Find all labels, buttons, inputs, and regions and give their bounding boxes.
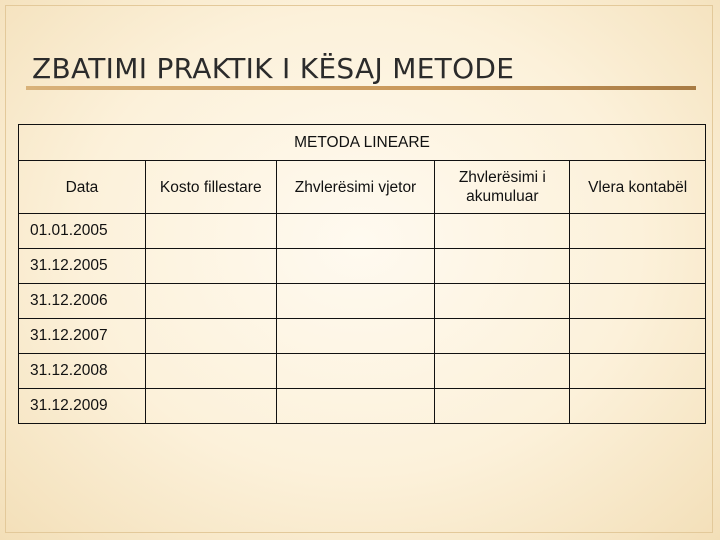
cell-vlera: [570, 389, 706, 424]
header-zhvleresimi-vjetor: Zhvlerësimi vjetor: [276, 161, 435, 214]
depreciation-table: [18, 124, 706, 424]
cell-kosto: [145, 354, 276, 389]
header-zhvleresimi-akumuluar: Zhvlerësimi i akumuluar: [435, 161, 570, 214]
cell-vlera: [570, 249, 706, 284]
cell-akumuluar: [435, 354, 570, 389]
cell-kosto: [145, 389, 276, 424]
cell-vlera: [570, 319, 706, 354]
cell-akumuluar: [435, 319, 570, 354]
cell-kosto: [145, 249, 276, 284]
cell-vjetor: [276, 249, 435, 284]
cell-akumuluar: [435, 214, 570, 249]
table-row: [19, 389, 706, 424]
cell-vjetor: [276, 284, 435, 319]
table-row: [19, 319, 706, 354]
row-date: 31.12.2009: [19, 389, 146, 424]
slide-title: ZBATIMI PRAKTIK I KËSAJ METODE: [32, 52, 515, 85]
table-row: [19, 284, 706, 319]
table-row: [19, 214, 706, 249]
cell-vjetor: [276, 214, 435, 249]
cell-kosto: [145, 284, 276, 319]
header-data: Data: [19, 161, 146, 214]
cell-vlera: [570, 214, 706, 249]
cell-kosto: [145, 319, 276, 354]
cell-vjetor: [276, 389, 435, 424]
header-vlera-kontabel: Vlera kontabël: [570, 161, 706, 214]
cell-akumuluar: [435, 284, 570, 319]
row-date: 31.12.2007: [19, 319, 146, 354]
title-underline: [26, 86, 696, 90]
table-row: [19, 249, 706, 284]
row-date: 31.12.2005: [19, 249, 146, 284]
row-date: 31.12.2006: [19, 284, 146, 319]
cell-akumuluar: [435, 389, 570, 424]
cell-vjetor: [276, 354, 435, 389]
cell-vlera: [570, 354, 706, 389]
table-row: [19, 354, 706, 389]
row-date: 31.12.2008: [19, 354, 146, 389]
row-date: 01.01.2005: [19, 214, 146, 249]
cell-vlera: [570, 284, 706, 319]
cell-vjetor: [276, 319, 435, 354]
cell-akumuluar: [435, 249, 570, 284]
header-kosto-fillestare: Kosto fillestare: [145, 161, 276, 214]
table-caption: METODA LINEARE: [19, 125, 706, 161]
cell-kosto: [145, 214, 276, 249]
